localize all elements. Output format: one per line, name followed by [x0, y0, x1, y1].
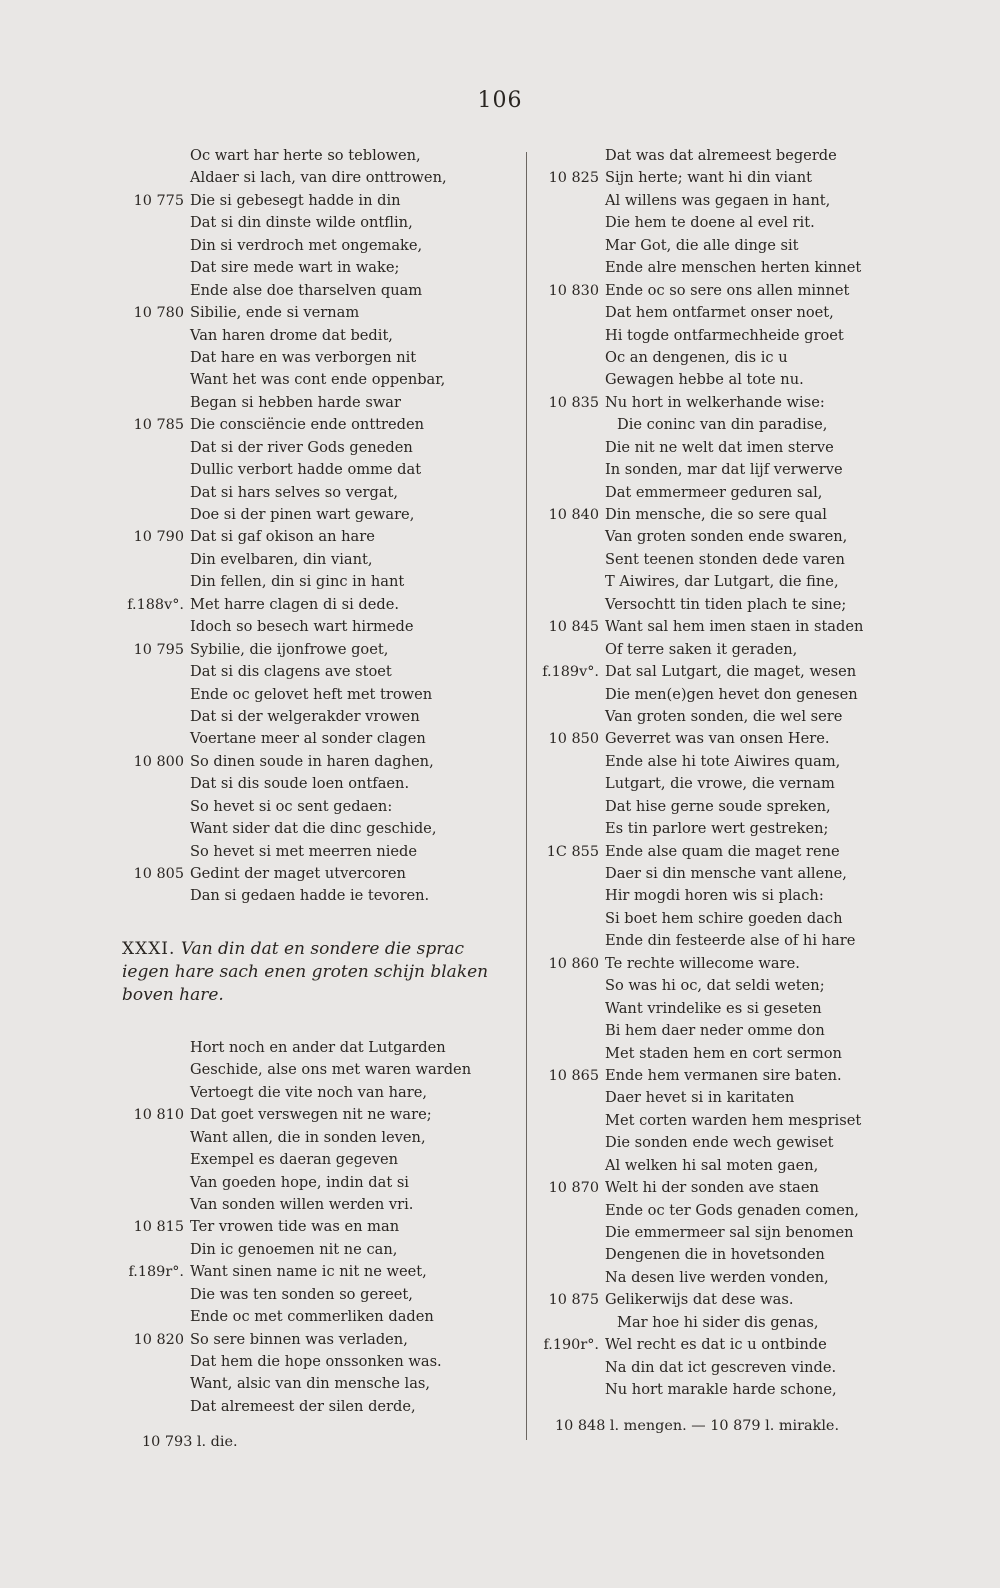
verse-text: Die consciëncie ende onttreden [190, 416, 425, 434]
verse-text: Vertoegt die vite noch van hare, [190, 1083, 428, 1101]
verse-text: Die si gebesegt hadde in din [190, 191, 401, 209]
verse-line [537, 930, 907, 952]
verse-text: Dat hem ontfarmet onser noet, [605, 304, 834, 322]
verse-text: Oc an dengenen, dis ic u [605, 348, 788, 366]
verse-text: So was hi oc, dat seldi weten; [605, 977, 825, 995]
chapter-heading [122, 938, 507, 1007]
verse-text: Die men(e)gen hevet don genesen [605, 685, 858, 703]
verse-line [122, 571, 512, 593]
verse-line [537, 661, 907, 683]
verse-text: Din evelbaren, din viant, [190, 550, 373, 568]
verse-text: Din ic genoemen nit ne can, [190, 1240, 398, 1258]
verse-text: Hi togde ontfarmechheide groet [605, 326, 844, 344]
verse-line [537, 504, 907, 526]
verse-line [537, 167, 907, 189]
page-number: 106 [477, 88, 523, 113]
verse-text: In sonden, mar dat lijf verwerve [605, 461, 843, 479]
verse-text: Dat hem die hope onssonken was. [190, 1353, 442, 1370]
verse-line [122, 1172, 512, 1194]
verse-line [537, 1155, 907, 1177]
verse-line [122, 818, 512, 840]
verse-text: Ter vrowen tide was en man [190, 1218, 400, 1236]
verse-line [122, 190, 512, 212]
verse-line [537, 1312, 907, 1334]
verse-text: Mar Got, die alle dinge sit [605, 236, 799, 254]
line-number: 10 775 [133, 192, 184, 209]
line-number: 10 785 [133, 417, 184, 434]
verse-line [537, 1110, 907, 1132]
right-footnote [537, 1414, 907, 1438]
verse-line [537, 347, 907, 369]
left-column [122, 145, 512, 1454]
verse-line [122, 1261, 512, 1283]
verse-text: Van sonden willen werden vri. [190, 1195, 414, 1213]
verse-text: Gelikerwijs dat dese was. [605, 1291, 794, 1309]
verse-line [537, 1065, 907, 1087]
verse-line [122, 1216, 512, 1238]
line-number: 10 800 [133, 753, 184, 770]
verse-text: Idoch so besech wart hirmede [190, 618, 414, 636]
verse-text: Began si hebben harde swar [190, 393, 401, 411]
verse-line [537, 684, 907, 706]
verse-line [122, 167, 512, 189]
verse-line [122, 526, 512, 548]
verse-text: Exempel es daeran gegeven [190, 1151, 399, 1169]
verse-line [122, 392, 512, 414]
verse-text: Dat si hars selves so vergat, [190, 483, 399, 501]
verse-line [537, 257, 907, 279]
verse-text: Es tin parlore wert gestreken; [605, 820, 829, 838]
verse-line [122, 639, 512, 661]
verse-text: Din mensche, die so sere qual [605, 506, 827, 523]
verse-line [122, 728, 512, 750]
verse-text: Dat si din dinste wilde ontflin, [190, 214, 413, 232]
verse-line [537, 998, 907, 1020]
line-number: 10 820 [133, 1331, 184, 1348]
verse-line [122, 863, 512, 885]
verse-text: Dat si der river Gods geneden [190, 438, 413, 456]
verse-line [537, 975, 907, 997]
left-footnote-text: 10 793 l. die. [142, 1434, 238, 1451]
verse-line [537, 953, 907, 975]
verse-line [537, 414, 907, 436]
line-number: f.188v°. [127, 596, 184, 613]
verse-line [537, 639, 907, 661]
verse-text: Want het was cont ende oppenbar, [190, 371, 446, 389]
verse-text: Daer hevet si in karitaten [605, 1089, 795, 1107]
verse-line [122, 504, 512, 526]
line-number: f.189v°. [542, 664, 599, 681]
verse-text: So hevet si oc sent gedaen: [190, 797, 393, 815]
verse-line [537, 482, 907, 504]
verse-text: Sibilie, ende si vernam [190, 304, 360, 322]
verse-text: Die emmermeer sal sijn benomen [605, 1224, 854, 1241]
verse-text: Want sinen name ic nit ne weet, [190, 1263, 427, 1281]
verse-line [537, 1043, 907, 1065]
verse-line [122, 1329, 512, 1351]
line-number: 10 840 [548, 507, 599, 523]
verse-text: Die hem te doene al evel rit. [605, 214, 815, 232]
verse-line [537, 1244, 907, 1266]
verse-line [122, 257, 512, 279]
verse-line [537, 280, 907, 302]
verse-text: Aldaer si lach, van dire onttrowen, [190, 169, 447, 187]
verse-line [537, 437, 907, 459]
verse-text: Dat goet verswegen nit ne ware; [190, 1106, 432, 1124]
verse-text: Geverret was van onsen Here. [605, 730, 830, 748]
verse-text: Met staden hem en cort sermon [605, 1044, 842, 1062]
verse-line [537, 841, 907, 863]
verse-text: Dat si dis clagens ave stoet [190, 663, 392, 681]
verse-text: Hort noch en ander dat Lutgarden [190, 1038, 446, 1056]
verse-text: Want vrindelike es si geseten [605, 999, 822, 1017]
verse-line [122, 751, 512, 773]
verse-line [122, 235, 512, 257]
verse-text: Din fellen, din si ginc in hant [190, 573, 405, 591]
verse-line [537, 212, 907, 234]
verse-line [537, 526, 907, 548]
verse-line [122, 661, 512, 683]
line-number: 10 835 [548, 394, 599, 411]
verse-text: Oc wart har herte so teblowen, [190, 147, 421, 164]
verse-text: Dengenen die in hovetsonden [605, 1246, 825, 1264]
verse-line [122, 302, 512, 324]
verse-line [122, 1194, 512, 1216]
verse-line [122, 706, 512, 728]
verse-line [537, 392, 907, 414]
line-number: 10 875 [548, 1292, 599, 1309]
verse-line [537, 908, 907, 930]
verse-text: Dat sire mede wart in wake; [190, 259, 400, 277]
verse-line [537, 751, 907, 773]
verse-line [537, 190, 907, 212]
chapter-title: Van din dat en sondere die sprac iegen hare sach enen groten schijn blaken boven hare. [122, 938, 489, 1005]
verse-text: Ende oc ter Gods genaden comen, [605, 1201, 859, 1219]
verse-text: Al welken hi sal moten gaen, [605, 1156, 819, 1174]
verse-line [122, 773, 512, 795]
verse-line [122, 325, 512, 347]
verse-line [537, 616, 907, 638]
verse-text: Geschide, alse ons met waren warden [190, 1061, 472, 1079]
left-verse-block-b [122, 1037, 512, 1418]
verse-text: Dat hise gerne soude spreken, [605, 797, 831, 815]
verse-line [537, 235, 907, 257]
verse-line [537, 549, 907, 571]
verse-line [537, 818, 907, 840]
line-number: 1C 855 [546, 843, 599, 860]
verse-line [537, 1379, 907, 1401]
verse-text: Ende oc gelovet heft met trowen [190, 685, 433, 703]
left-footnote [122, 1430, 512, 1454]
line-number: 10 795 [133, 641, 184, 658]
verse-line [122, 212, 512, 234]
verse-text: Si boet hem schire goeden dach [605, 909, 843, 927]
verse-line [537, 571, 907, 593]
verse-line [537, 594, 907, 616]
verse-line [537, 773, 907, 795]
verse-line [122, 1149, 512, 1171]
right-footnote-text: 10 848 l. mengen. — 10 879 l. mirakle. [555, 1417, 840, 1434]
verse-text: Ende oc so sere ons allen minnet [605, 281, 850, 299]
verse-text: Versochtt tin tiden plach te sine; [605, 595, 847, 613]
verse-text: Ende oc met commerliken daden [190, 1308, 434, 1326]
verse-line [122, 1037, 512, 1059]
verse-text: Lutgart, die vrowe, die vernam [605, 775, 835, 793]
line-number: f.190r°. [543, 1337, 599, 1354]
verse-text: Sybilie, die ijonfrowe goet, [190, 640, 389, 658]
verse-text: Doe si der pinen wart geware, [190, 506, 415, 523]
verse-text: Ende alre menschen herten kinnet [605, 259, 862, 277]
verse-line [122, 1239, 512, 1261]
verse-text: Dullic verbort hadde omme dat [190, 461, 422, 479]
verse-text: Ende alse hi tote Aiwires quam, [605, 752, 841, 770]
verse-line [537, 885, 907, 907]
line-number: 10 865 [548, 1067, 599, 1084]
verse-text: Dat hare en was verborgen nit [190, 348, 417, 366]
verse-text: Ende alse quam die maget rene [605, 842, 840, 860]
verse-line [537, 1020, 907, 1042]
line-number: 10 845 [548, 619, 599, 636]
line-number: 10 810 [133, 1107, 184, 1124]
verse-line [122, 1284, 512, 1306]
verse-line [122, 437, 512, 459]
verse-line [122, 1306, 512, 1328]
verse-text: Dat si gaf okison an hare [190, 528, 375, 546]
verse-text: Welt hi der sonden ave staen [605, 1179, 819, 1197]
verse-line [537, 1087, 907, 1109]
verse-line [122, 459, 512, 481]
verse-text: Die sonden ende wech gewiset [605, 1134, 834, 1152]
verse-line [122, 414, 512, 436]
line-number: 10 790 [133, 529, 184, 546]
verse-text: Sijn herte; want hi din viant [605, 169, 813, 187]
verse-text: Want sider dat die dinc geschide, [190, 820, 437, 838]
verse-line [537, 1177, 907, 1199]
line-number: 10 870 [548, 1180, 599, 1197]
verse-line [122, 1127, 512, 1149]
verse-line [122, 1396, 512, 1418]
verse-text: Van groten sonden, die wel sere [605, 707, 843, 725]
verse-line [122, 280, 512, 302]
verse-text: Dat si dis soude loen ontfaen. [190, 775, 410, 793]
verse-text: Mar hoe hi sider dis genas, [617, 1313, 819, 1331]
verse-line [122, 616, 512, 638]
verse-text: Na desen live werden vonden, [605, 1268, 829, 1286]
verse-text: Die nit ne welt dat imen sterve [605, 438, 834, 456]
verse-text: Din si verdroch met ongemake, [190, 236, 423, 254]
verse-line [122, 1082, 512, 1104]
verse-line [537, 863, 907, 885]
verse-line [122, 369, 512, 391]
verse-line [122, 841, 512, 863]
verse-text: Nu hort marakle harde schone, [605, 1381, 837, 1399]
verse-text: Gewagen hebbe al tote nu. [605, 371, 804, 389]
verse-text: Nu hort in welkerhande wise: [605, 393, 825, 411]
verse-text: Van haren drome dat bedit, [190, 326, 393, 344]
verse-line [537, 1334, 907, 1356]
verse-text: Van goeden hope, indin dat si [190, 1173, 409, 1191]
verse-text: Met corten warden hem mespriset [605, 1111, 862, 1129]
verse-text: Na din dat ict gescreven vinde. [605, 1358, 837, 1376]
verse-text: Van groten sonden ende swaren, [605, 528, 848, 546]
verse-text: Al willens was gegaen in hant, [605, 191, 831, 209]
verse-line [122, 796, 512, 818]
verse-text: Dat si der welgerakder vrowen [190, 707, 420, 725]
verse-text: Ende din festeerde alse of hi hare [605, 932, 856, 950]
line-number: 10 830 [548, 282, 599, 299]
verse-text: Want allen, die in sonden leven, [190, 1128, 426, 1146]
line-number: 10 850 [548, 731, 599, 748]
verse-line [122, 1104, 512, 1126]
verse-text: Die coninc van din paradise, [617, 416, 828, 434]
verse-text: So sere binnen was verladen, [190, 1330, 408, 1348]
verse-text: Te rechte willecome ware. [605, 954, 800, 972]
verse-text: Dat alremeest der silen derde, [190, 1397, 416, 1415]
verse-text: Met harre clagen di si dede. [190, 595, 400, 613]
line-number: 10 815 [133, 1219, 184, 1236]
verse-line [537, 369, 907, 391]
chapter-number: XXXI. [122, 938, 176, 959]
verse-text: T Aiwires, dar Lutgart, die fine, [605, 573, 839, 591]
verse-line [537, 728, 907, 750]
verse-line [537, 1222, 907, 1244]
verse-text: Die was ten sonden so gereet, [190, 1285, 413, 1303]
verse-text: Wel recht es dat ic u ontbinde [605, 1336, 827, 1354]
verse-line [122, 1373, 512, 1395]
verse-line [122, 145, 512, 167]
verse-text: Dat emmermeer geduren sal, [605, 483, 823, 501]
verse-line [122, 549, 512, 571]
verse-text: So hevet si met meerren niede [190, 842, 418, 860]
verse-text: Gedint der maget utvercoren [190, 865, 406, 882]
verse-line [537, 302, 907, 324]
verse-line [537, 1200, 907, 1222]
line-number: 10 860 [548, 955, 599, 972]
verse-line [537, 1289, 907, 1311]
left-verse-block-a [122, 145, 512, 908]
line-number: f.189r°. [128, 1264, 184, 1281]
verse-text: Ende alse doe tharselven quam [190, 281, 423, 299]
verse-line [537, 325, 907, 347]
verse-line [122, 482, 512, 504]
verse-text: Hir mogdi horen wis si plach: [605, 887, 824, 905]
verse-line [122, 885, 512, 907]
verse-text: So dinen soude in haren daghen, [190, 752, 434, 770]
verse-line [537, 706, 907, 728]
verse-text: Of terre saken it geraden, [605, 640, 798, 658]
line-number: 10 805 [133, 866, 184, 882]
verse-line [122, 347, 512, 369]
verse-text: Voertane meer al sonder clagen [190, 730, 426, 748]
verse-line [122, 1059, 512, 1081]
verse-text: Daer si din mensche vant allene, [605, 865, 847, 882]
verse-line [537, 1132, 907, 1154]
line-number: 10 825 [548, 170, 599, 187]
column-divider [526, 152, 527, 1440]
right-column [537, 145, 907, 1438]
verse-line [122, 1351, 512, 1373]
verse-text: Dat was dat alremeest begerde [605, 147, 837, 164]
verse-text: Want sal hem imen staen in staden [605, 618, 864, 636]
right-verse-block [537, 145, 907, 1402]
verse-text: Ende hem vermanen sire baten. [605, 1066, 842, 1084]
verse-line [537, 459, 907, 481]
verse-text: Sent teenen stonden dede varen [605, 550, 845, 568]
verse-line [537, 796, 907, 818]
verse-line [537, 1267, 907, 1289]
verse-text: Want, alsic van din mensche las, [190, 1375, 431, 1393]
verse-line [122, 684, 512, 706]
verse-line [537, 145, 907, 167]
verse-text: Bi hem daer neder omme don [605, 1022, 825, 1040]
verse-text: Dan si gedaen hadde ie tevoren. [190, 887, 430, 905]
verse-line [122, 594, 512, 616]
verse-line [537, 1357, 907, 1379]
verse-text: Dat sal Lutgart, die maget, wesen [605, 663, 857, 681]
line-number: 10 780 [133, 305, 184, 322]
